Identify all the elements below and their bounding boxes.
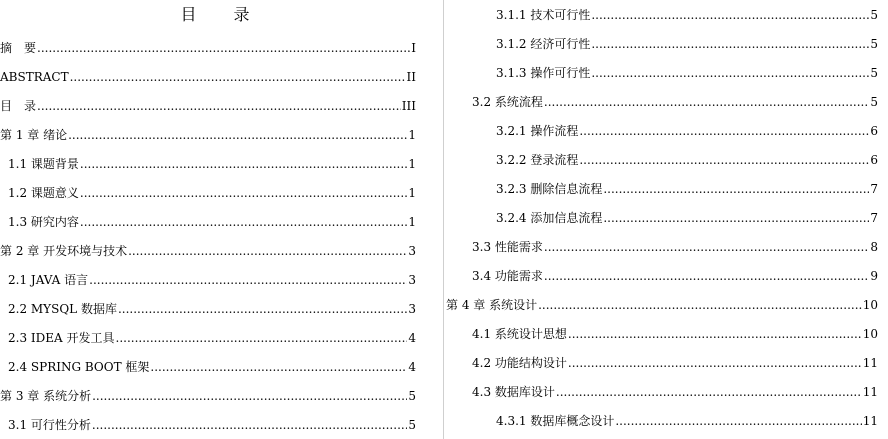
toc-entry-page-number: 10 xyxy=(862,327,878,341)
toc-entry[interactable] xyxy=(0,179,440,208)
toc-entry-label: 3.2.2 登录流程 xyxy=(496,153,579,167)
toc-entry[interactable] xyxy=(446,146,888,175)
toc-list-left xyxy=(0,34,440,439)
toc-entry-label: 3.2 系统流程 xyxy=(472,95,543,109)
toc-entry-label: 3.4 功能需求 xyxy=(472,269,543,283)
toc-entry-label: 3.1.2 经济可行性 xyxy=(496,37,591,51)
toc-entry-page-number: 5 xyxy=(870,37,878,51)
toc-entry-label: 第 1 章 绪论 xyxy=(0,128,68,142)
toc-dot-leader xyxy=(80,150,407,179)
toc-dot-leader xyxy=(538,291,862,320)
toc-entry[interactable] xyxy=(0,208,440,237)
toc-entry-page-number: 11 xyxy=(862,356,878,370)
toc-page-right xyxy=(446,0,888,439)
toc-entry[interactable] xyxy=(446,88,888,117)
toc-entry[interactable] xyxy=(0,382,440,411)
toc-dot-leader xyxy=(68,121,407,150)
toc-entry-label: 2.4 SPRING BOOT 框架 xyxy=(8,360,150,374)
toc-dot-leader xyxy=(116,324,408,353)
toc-entry-label: 2.3 IDEA 开发工具 xyxy=(8,331,115,345)
toc-entry[interactable] xyxy=(446,320,888,349)
toc-entry[interactable] xyxy=(446,378,888,407)
toc-dot-leader xyxy=(591,59,869,88)
toc-entry-page-number: II xyxy=(406,70,416,84)
toc-entry-label: 4.2 功能结构设计 xyxy=(472,356,567,370)
toc-entry[interactable] xyxy=(446,1,888,30)
toc-dot-leader xyxy=(579,117,869,146)
toc-dot-leader xyxy=(568,320,862,349)
toc-entry-label: 2.1 JAVA 语言 xyxy=(8,273,89,287)
toc-entry[interactable] xyxy=(0,411,440,439)
toc-entry[interactable] xyxy=(0,324,440,353)
toc-entry[interactable] xyxy=(0,63,440,92)
toc-entry-page-number: 5 xyxy=(870,8,878,22)
toc-dot-leader xyxy=(80,179,407,208)
toc-entry-page-number: 9 xyxy=(870,269,878,283)
toc-entry-label: 4.3 数据库设计 xyxy=(472,385,555,399)
toc-entry[interactable] xyxy=(446,349,888,378)
toc-dot-leader xyxy=(556,378,862,407)
toc-entry-page-number: 5 xyxy=(408,389,416,403)
toc-page-left xyxy=(0,0,440,439)
toc-dot-leader xyxy=(568,349,862,378)
toc-entry-page-number: 11 xyxy=(862,414,878,428)
toc-entry-page-number: 5 xyxy=(408,418,416,432)
toc-dot-leader xyxy=(70,63,406,92)
toc-entry[interactable] xyxy=(0,121,440,150)
toc-entry-page-number: 6 xyxy=(870,153,878,167)
toc-dot-leader xyxy=(591,1,869,30)
toc-entry[interactable] xyxy=(0,92,440,121)
toc-dot-leader xyxy=(150,353,407,382)
toc-entry-page-number: 4 xyxy=(408,331,416,345)
toc-entry[interactable] xyxy=(0,237,440,266)
toc-entry-label: 3.2.1 操作流程 xyxy=(496,124,579,138)
toc-dot-leader xyxy=(118,295,407,324)
toc-entry-label: 3.2.4 添加信息流程 xyxy=(496,211,603,225)
toc-entry[interactable] xyxy=(0,266,440,295)
toc-entry-label: 目 录 xyxy=(0,99,37,113)
toc-dot-leader xyxy=(544,88,869,117)
toc-list-right xyxy=(446,1,888,436)
toc-entry-page-number: 10 xyxy=(862,298,878,312)
toc-entry-page-number: 5 xyxy=(870,66,878,80)
toc-entry-label: ABSTRACT xyxy=(0,70,69,84)
toc-entry-page-number: I xyxy=(411,41,416,55)
toc-dot-leader xyxy=(92,411,407,439)
toc-entry-label: 3.2.3 删除信息流程 xyxy=(496,182,603,196)
toc-entry[interactable] xyxy=(446,233,888,262)
toc-entry-page-number: 3 xyxy=(408,302,416,316)
toc-entry-label: 2.2 MYSQL 数据库 xyxy=(8,302,117,316)
toc-entry-label: 1.3 研究内容 xyxy=(8,215,79,229)
toc-entry-page-number: III xyxy=(401,99,416,113)
toc-dot-leader xyxy=(37,34,410,63)
toc-entry-page-number: 11 xyxy=(862,385,878,399)
toc-entry-label: 4.3.1 数据库概念设计 xyxy=(496,414,615,428)
toc-entry-label: 1.2 课题意义 xyxy=(8,186,79,200)
toc-entry[interactable] xyxy=(0,353,440,382)
toc-entry-page-number: 5 xyxy=(870,95,878,109)
toc-entry-label: 3.1.1 技术可行性 xyxy=(496,8,591,22)
toc-entry-label: 3.1.3 操作可行性 xyxy=(496,66,591,80)
toc-entry[interactable] xyxy=(446,204,888,233)
toc-dot-leader xyxy=(37,92,401,121)
toc-dot-leader xyxy=(603,175,869,204)
toc-entry-page-number: 4 xyxy=(408,360,416,374)
toc-entry-page-number: 7 xyxy=(870,182,878,196)
toc-entry-page-number: 3 xyxy=(408,244,416,258)
toc-entry-label: 第 3 章 系统分析 xyxy=(0,389,92,403)
toc-entry[interactable] xyxy=(446,59,888,88)
toc-entry[interactable] xyxy=(446,117,888,146)
toc-entry-label: 第 4 章 系统设计 xyxy=(446,298,538,312)
toc-dot-leader xyxy=(579,146,869,175)
toc-title: 目 录 xyxy=(180,5,266,24)
toc-dot-leader xyxy=(544,233,869,262)
toc-entry[interactable] xyxy=(446,30,888,59)
toc-entry-label: 3.3 性能需求 xyxy=(472,240,543,254)
toc-entry-page-number: 1 xyxy=(408,186,416,200)
toc-entry-label: 4.1 系统设计思想 xyxy=(472,327,567,341)
toc-dot-leader xyxy=(92,382,407,411)
toc-entry-page-number: 7 xyxy=(870,211,878,225)
toc-dot-leader xyxy=(591,30,869,59)
toc-dot-leader xyxy=(544,262,869,291)
toc-dot-leader xyxy=(89,266,407,295)
toc-entry-label: 3.1 可行性分析 xyxy=(8,418,91,432)
toc-entry[interactable] xyxy=(446,175,888,204)
toc-entry-label: 摘 要 xyxy=(0,41,37,55)
toc-entry-page-number: 6 xyxy=(870,124,878,138)
toc-entry-page-number: 1 xyxy=(408,215,416,229)
toc-entry-page-number: 8 xyxy=(870,240,878,254)
toc-dot-leader xyxy=(128,237,407,266)
toc-entry[interactable] xyxy=(446,262,888,291)
toc-entry-page-number: 3 xyxy=(408,273,416,287)
toc-dot-leader xyxy=(603,204,869,233)
toc-dot-leader xyxy=(615,407,861,436)
toc-entry[interactable] xyxy=(446,291,888,320)
toc-entry-label: 第 2 章 开发环境与技术 xyxy=(0,244,128,258)
toc-entry[interactable] xyxy=(0,150,440,179)
toc-dot-leader xyxy=(80,208,407,237)
toc-entry-page-number: 1 xyxy=(408,157,416,171)
toc-entry-label: 1.1 课题背景 xyxy=(8,157,79,171)
page-divider xyxy=(443,0,444,439)
toc-entry-page-number: 1 xyxy=(408,128,416,142)
toc-entry[interactable] xyxy=(446,407,888,436)
toc-entry[interactable] xyxy=(0,295,440,324)
toc-entry[interactable] xyxy=(0,34,440,63)
